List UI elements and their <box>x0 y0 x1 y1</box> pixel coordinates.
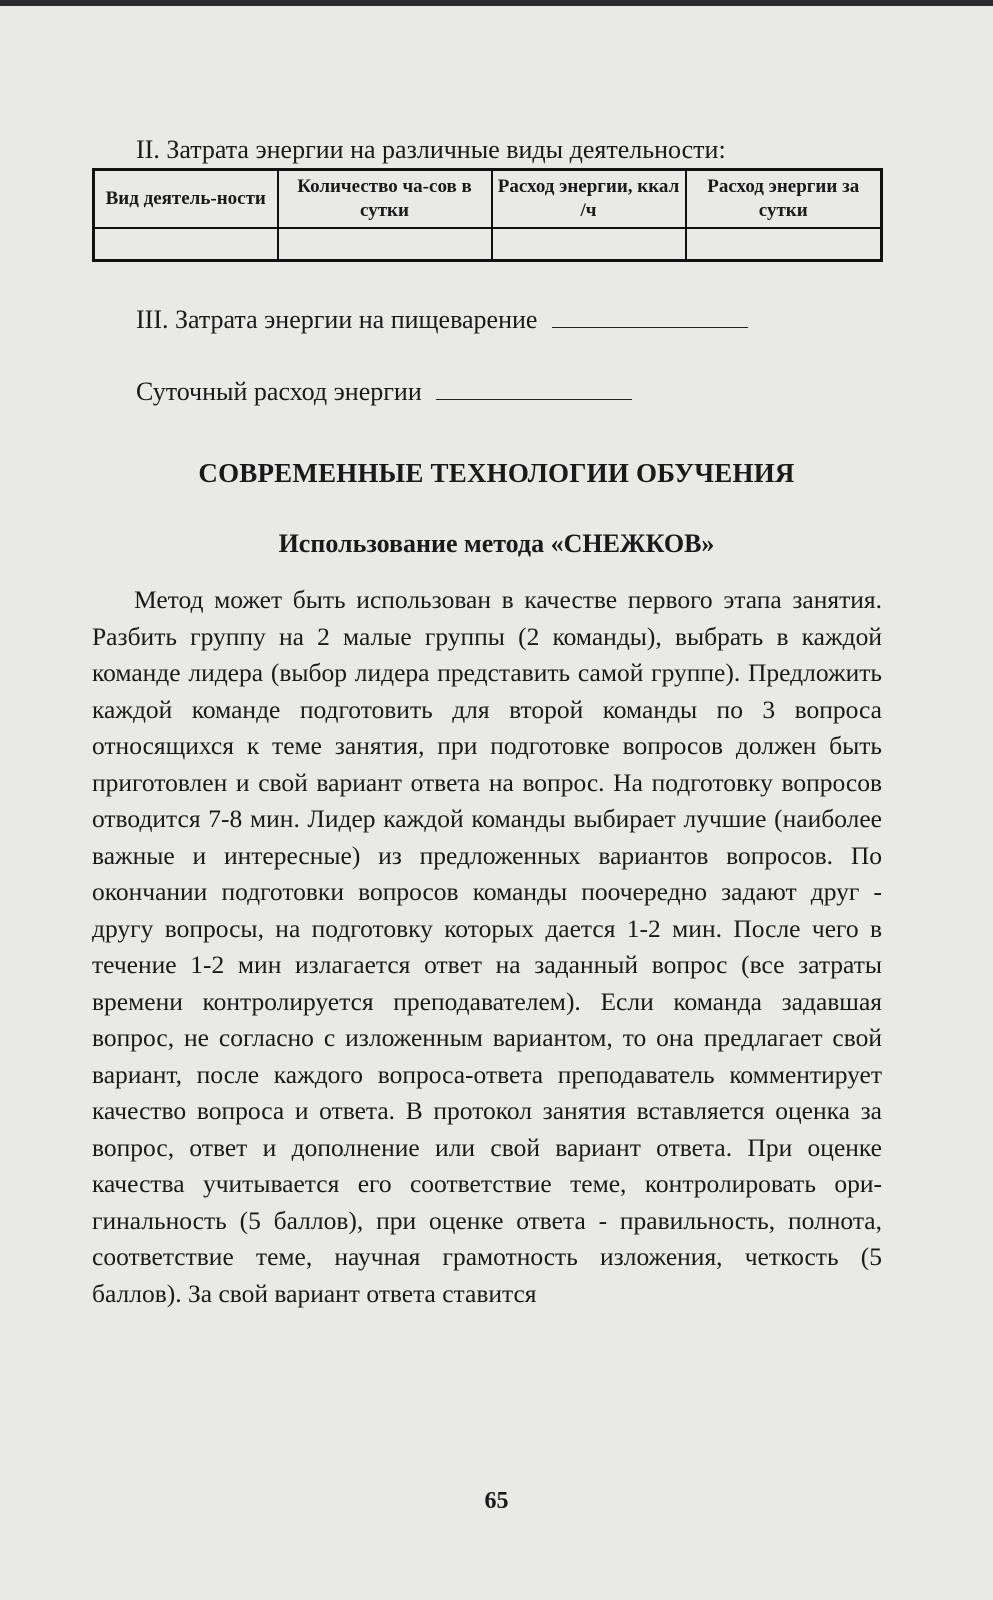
digestion-energy-line <box>136 304 748 336</box>
table-header-energy-per-hour: Расход энергии, ккал /ч <box>492 170 686 229</box>
daily-energy-label: Суточный расход энергии <box>136 377 422 406</box>
table-header-row <box>94 170 882 229</box>
page-number: 65 <box>484 1488 509 1514</box>
digestion-energy-label: III. Затрата энергии на пищеварение <box>136 305 538 334</box>
body-paragraph: Метод может быть использован в качестве первого этапа занятия. Разбить группу на 2 малые группы (2 команды), выбрать в каждой команде лидера (выбор лидера представить самой группе). Предложить каждой команде подготовить для второй команды по 3 вопроса относящихся к теме занятия, при подготовке вопросов должен быть приготовлен и свой вариант ответа на вопрос. На подготовку вопросов отводится 7-8 мин. Лидер каждой команды выбирает лучшие (наиболее важные и интересные) из предложенных вариантов вопросов. По окончании подготовки вопросов команды поочередно задают друг - другу вопросы, на подготовку которых дается 1-2 мин. После чего в течение 1-2 мин излагается ответ на заданный вопрос (все затраты времени контролируется преподавателем). Если команда задавшая вопрос, не согласно с изложенным вариантом, то она предлагает свой вариант, после каждого вопроса-ответа преподаватель комментирует качество вопроса и ответа. В протокол занятия вставляется оценка за вопрос, ответ и дополнение или свой вариант ответа. При оценке качества учитывается его соответствие теме, контролировать оригинальность (5 баллов), при оценке ответа - правильность, полнота, соответствие теме, научная грамотность изложения, четкость (5 баллов). За свой вариант ответа ставится <box>92 585 882 1308</box>
table-cell[interactable] <box>94 228 278 261</box>
energy-activity-table <box>92 168 883 262</box>
table-header-hours: Количество ча-сов в сутки <box>278 170 492 229</box>
table-header-energy-per-day: Расход энергии за сутки <box>686 170 882 229</box>
chapter-heading: СОВРЕМЕННЫЕ ТЕХНОЛОГИИ ОБУЧЕНИЯ <box>198 458 795 488</box>
table-cell[interactable] <box>492 228 686 261</box>
section-subheading: Использование метода «СНЕЖКОВ» <box>278 529 715 558</box>
table-row <box>94 228 882 261</box>
daily-energy-blank[interactable] <box>436 377 632 400</box>
section-title-energy-activities: II. Затрата энергии на различные виды деятельности: <box>136 135 726 164</box>
book-page <box>0 6 993 1600</box>
table-cell[interactable] <box>278 228 492 261</box>
table-header-activity: Вид деятель-ности <box>94 170 278 229</box>
daily-energy-line <box>136 376 632 408</box>
table-cell[interactable] <box>686 228 882 261</box>
digestion-energy-blank[interactable] <box>552 305 748 328</box>
